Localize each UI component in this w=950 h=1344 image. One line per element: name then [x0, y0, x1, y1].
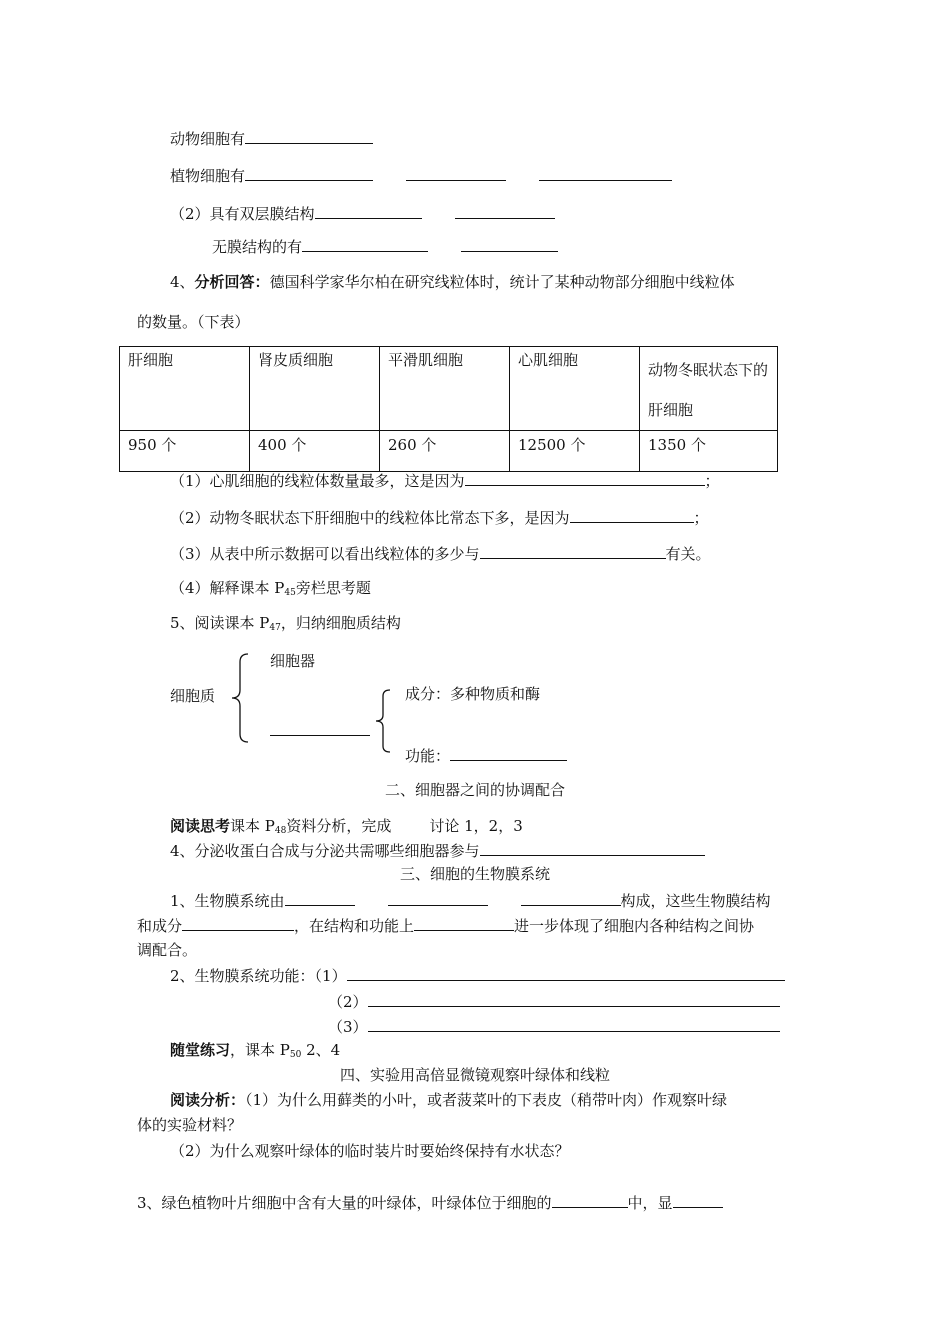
blank-4[interactable] [539, 165, 672, 181]
mitochondria-table [119, 346, 778, 472]
blank-10[interactable] [570, 507, 694, 523]
section-2-title: 二、细胞器之间的协调配合 [384, 781, 565, 799]
blank-8[interactable] [461, 236, 558, 252]
table-cell: 1350 个 [640, 431, 778, 472]
blank-7[interactable] [302, 236, 428, 252]
q4-sub-3: （3）从表中所示数据可以看出线粒体的多少与 有关。 [170, 545, 711, 563]
section-4-q3: 3、绿色植物叶片细胞中含有大量的叶绿体，叶绿体位于细胞的 中，显 [137, 1192, 723, 1213]
section-4-q1: 阅读分析：（1）为什么用藓类的小叶，或者菠菜叶的下表皮（稍带叶肉）作观察叶绿 [170, 1091, 728, 1109]
blank-23[interactable] [552, 1192, 628, 1208]
q4-sub-4: （4）解释课本 $P_{45}$旁栏思考题 [170, 579, 371, 598]
blank-19[interactable] [414, 915, 514, 931]
blank-11[interactable] [480, 543, 666, 559]
table-cell: 400 个 [250, 431, 380, 472]
blank-5[interactable] [315, 203, 422, 219]
section-3-q1-line2: 和成分 ，在结构和功能上 进一步体现了细胞内各种结构之间协 [137, 917, 755, 935]
table-cell: 心肌细胞 [510, 347, 640, 431]
table-cell: 平滑肌细胞 [380, 347, 510, 431]
q4-sub-1: （1）心肌细胞的线粒体数量最多，这是因为 ； [170, 472, 720, 490]
table-cell: 12500 个 [510, 431, 640, 472]
blank-14[interactable] [480, 840, 705, 856]
section-3-q1-line3: 调配合。 [137, 941, 198, 959]
diagram-cytoplasm: 细胞质 [170, 687, 216, 705]
blank-3[interactable] [406, 165, 506, 181]
blank-22[interactable] [368, 1016, 780, 1032]
section-3-q2-3: （3） [328, 1016, 780, 1037]
diagram-components: 成分：多种物质和酶 [405, 685, 541, 703]
section-3-title: 三、细胞的生物膜系统 [399, 865, 550, 883]
blank-16[interactable] [388, 890, 488, 906]
section-4-title: 四、实验用高倍显微镜观察叶绿体和线粒 [339, 1066, 610, 1084]
table-cell: 肝细胞 [120, 347, 250, 431]
section-3-q1: 1、生物膜系统由 构成，这些生物膜结构 [170, 892, 771, 910]
table-cell: 950 个 [120, 431, 250, 472]
section-2-q4: 4、分泌收蛋白合成与分泌共需哪些细胞器参与 [170, 840, 705, 861]
diagram-organelle: 细胞器 [270, 652, 316, 670]
table-value-row [120, 431, 778, 472]
blank-9[interactable] [465, 470, 705, 486]
blank-15[interactable] [285, 890, 355, 906]
section-2-reading: 阅读思考课本 $P_{48}$资料分析，完成 讨论 1，2，3 [170, 817, 523, 836]
blank-13[interactable] [450, 745, 567, 761]
q4-sub-2: （2）动物冬眠状态下肝细胞中的线粒体比常态下多，是因为 ； [170, 509, 709, 527]
blank-17[interactable] [521, 890, 621, 906]
question-4-cont: 的数量。（下表） [137, 313, 250, 331]
section-4-q1-line2: 体的实验材料？ [137, 1116, 243, 1134]
right-brace-icon [372, 688, 394, 754]
blank-6[interactable] [455, 203, 555, 219]
blank-12[interactable] [270, 720, 370, 736]
blank-18[interactable] [182, 915, 294, 931]
table-cell: 260 个 [380, 431, 510, 472]
section-4-q2: （2）为什么观察叶绿体的临时装片时要始终保持有水状态？ [170, 1142, 570, 1160]
practice-line: 随堂练习，课本 $P_{50}$ 2、4 [170, 1041, 341, 1060]
blank-24[interactable] [673, 1192, 723, 1208]
diagram-function: 功能： [405, 745, 567, 766]
blank-2[interactable] [245, 165, 373, 181]
blank-20[interactable] [347, 965, 785, 981]
line-double-membrane: （2）具有双层膜结构 [170, 203, 555, 224]
table-cell: 动物冬眠状态下的肝细胞 [640, 347, 778, 431]
question-5: 5、阅读课本 $P_{47}$，归纳细胞质结构 [170, 614, 401, 633]
line-plant-cell: 植物细胞有 [170, 165, 672, 186]
section-3-q2-2: （2） [328, 991, 780, 1012]
line-animal-cell: 动物细胞有 [170, 128, 373, 149]
table-header-row [120, 347, 778, 431]
table-cell: 肾皮质细胞 [250, 347, 380, 431]
blank-21[interactable] [368, 991, 780, 1007]
left-brace-icon [228, 652, 252, 744]
blank-1[interactable] [245, 128, 373, 144]
question-4: 4、分析回答：德国科学家华尔柏在研究线粒体时，统计了某种动物部分细胞中线粒体 [170, 273, 735, 291]
line-no-membrane: 无膜结构的有 [212, 236, 558, 257]
section-3-q2: 2、生物膜系统功能：（1） [170, 965, 785, 986]
